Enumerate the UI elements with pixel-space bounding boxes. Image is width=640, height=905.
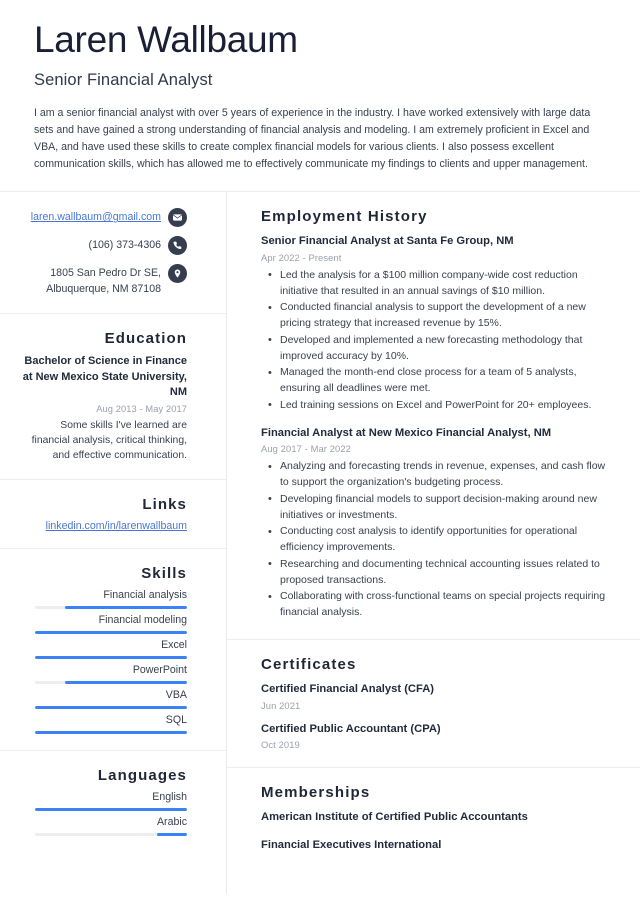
bullet-item: • Researching and documenting technical accounting issues related to proposed transactions. bbox=[278, 557, 606, 589]
languages-block bbox=[0, 751, 226, 852]
main-column bbox=[227, 192, 640, 894]
bullet-item: • Led training sessions on Excel and PowerPoint for 20+ employees. bbox=[278, 398, 606, 414]
skill-label: Excel bbox=[161, 639, 187, 652]
skill-label: VBA bbox=[165, 689, 187, 702]
language-meter-fill bbox=[35, 808, 187, 811]
skill-item bbox=[20, 589, 187, 609]
phone-icon bbox=[168, 236, 187, 255]
bullet-item: • Developing financial models to support decision-making around new initiatives or investments. bbox=[278, 492, 606, 524]
skill-label: Financial analysis bbox=[103, 589, 187, 602]
skill-meter-fill bbox=[35, 631, 187, 634]
bullet-item: • Conducting cost analysis to identify opportunities for operational efficiency improvements. bbox=[278, 524, 606, 556]
employment-entry bbox=[261, 426, 606, 621]
bullet-item: • Analyzing and forecasting trends in revenue, expenses, and cash flow to support the organization's budgeting process. bbox=[278, 459, 606, 491]
education-block bbox=[0, 314, 226, 480]
employment-entry bbox=[261, 234, 606, 413]
certificate-entry bbox=[261, 682, 606, 711]
certificate-date: Oct 2019 bbox=[261, 739, 300, 751]
contact-row-address[interactable] bbox=[20, 264, 187, 297]
skill-meter-track bbox=[35, 606, 187, 609]
employment-history-heading: Employment History bbox=[261, 208, 428, 226]
language-item bbox=[20, 816, 187, 836]
certificates-heading: Certificates bbox=[261, 655, 357, 673]
certificate-date: Jun 2021 bbox=[261, 699, 301, 711]
skills-heading: Skills bbox=[141, 565, 187, 583]
employment-entry-date: Apr 2022 - Present bbox=[261, 251, 342, 263]
certificate-title: Certified Public Accountant (CPA) bbox=[261, 722, 441, 735]
envelope-icon bbox=[168, 208, 187, 227]
membership-entry: American Institute of Certified Public Accountants bbox=[261, 811, 528, 824]
skill-label: SQL bbox=[165, 714, 187, 727]
education-date: Aug 2013 - May 2017 bbox=[96, 403, 187, 414]
skill-meter-track bbox=[35, 656, 187, 659]
sidebar-column bbox=[0, 192, 227, 894]
membership-entry: Financial Executives International bbox=[261, 838, 442, 851]
contact-row-email[interactable] bbox=[20, 208, 187, 227]
memberships-heading: Memberships bbox=[261, 784, 371, 802]
language-label: Arabic bbox=[156, 816, 187, 829]
address-line-2: Albuquerque, NM 87108 bbox=[46, 282, 161, 295]
skill-meter-track bbox=[35, 731, 187, 734]
education-description: Some skills I've learned are financial analysis, critical thinking, and effective communication. bbox=[31, 419, 187, 462]
skill-item bbox=[20, 689, 187, 709]
certificate-entry bbox=[261, 722, 606, 751]
education-heading: Education bbox=[104, 330, 187, 347]
address-line-1: 1805 San Pedro Dr SE, bbox=[50, 267, 161, 280]
candidate-name: Laren Wallbaum bbox=[34, 19, 298, 60]
language-meter-track bbox=[35, 808, 187, 811]
skill-meter-fill bbox=[35, 731, 187, 734]
certificate-title: Certified Financial Analyst (CFA) bbox=[261, 682, 435, 695]
resume-body bbox=[0, 191, 640, 894]
professional-summary: I am a senior financial analyst with over 5 years of experience in the industry. I have worked extensively with large data sets and have gained a strong understanding of financial analysis and modeling. I am extremely proficient in Excel and VBA, and have used these skills to create complex financial models for various clients. I also possess excellent communication skills, which has allowed me to effectively communicate my findings to clients and upper management. bbox=[34, 106, 591, 171]
language-meter-fill bbox=[157, 833, 187, 836]
email-address[interactable]: laren.wallbaum@gmail.com bbox=[30, 211, 161, 224]
links-block bbox=[0, 480, 226, 549]
bullet-item: • Managed the month-end close process for a team of 5 analysts, ensuring all deadlines were met. bbox=[278, 365, 606, 397]
skill-item bbox=[20, 614, 187, 634]
contact-details-block bbox=[0, 192, 226, 314]
location-pin-icon bbox=[168, 264, 187, 283]
skill-meter-track bbox=[35, 706, 187, 709]
skill-meter-fill bbox=[65, 681, 187, 684]
skill-meter-fill bbox=[35, 656, 187, 659]
links-heading: Links bbox=[142, 496, 187, 514]
bullet-item: • Developed and implemented a new forecasting methodology that improved accuracy by 10%. bbox=[278, 333, 606, 365]
skill-item bbox=[20, 714, 187, 734]
employment-entry-bullets bbox=[261, 268, 606, 414]
contact-row-phone[interactable] bbox=[20, 236, 187, 255]
employment-entry-date: Aug 2017 - Mar 2022 bbox=[261, 443, 351, 455]
resume-header bbox=[0, 0, 640, 173]
skill-item bbox=[20, 639, 187, 659]
bullet-item: • Conducted financial analysis to support the development of a new pricing strategy that increased revenue by 15%. bbox=[278, 300, 606, 332]
link-item-linkedin[interactable]: linkedin.com/in/larenwallbaum bbox=[45, 520, 187, 533]
certificates-block bbox=[227, 640, 640, 768]
skill-meter-track bbox=[35, 631, 187, 634]
skill-meter-track bbox=[35, 681, 187, 684]
skill-item bbox=[20, 664, 187, 684]
skill-meter-fill bbox=[35, 706, 187, 709]
language-meter-track bbox=[35, 833, 187, 836]
candidate-job-title: Senior Financial Analyst bbox=[34, 70, 213, 89]
language-item bbox=[20, 791, 187, 811]
skills-block bbox=[0, 549, 226, 751]
bullet-item: • Led the analysis for a $100 million company-wide cost reduction initiative that resulted in an annual savings of $10 million. bbox=[278, 268, 606, 300]
languages-heading: Languages bbox=[97, 767, 187, 785]
education-degree: Bachelor of Science in Finance at New Mexico State University, NM bbox=[22, 355, 187, 399]
memberships-block bbox=[227, 768, 640, 870]
language-label: English bbox=[152, 791, 187, 804]
skill-label: PowerPoint bbox=[132, 664, 187, 677]
employment-entry-bullets bbox=[261, 459, 606, 621]
bullet-item: • Collaborating with cross-functional teams on special projects requiring financial analysis. bbox=[278, 589, 606, 621]
phone-number[interactable]: (106) 373-4306 bbox=[88, 239, 161, 252]
skill-meter-fill bbox=[65, 606, 187, 609]
employment-entry-title: Senior Financial Analyst at Santa Fe Group, NM bbox=[261, 235, 514, 248]
employment-entry-title: Financial Analyst at New Mexico Financial Analyst, NM bbox=[261, 426, 552, 439]
employment-history-block bbox=[227, 192, 640, 640]
skill-label: Financial modeling bbox=[98, 614, 187, 627]
address-text[interactable] bbox=[46, 264, 161, 297]
